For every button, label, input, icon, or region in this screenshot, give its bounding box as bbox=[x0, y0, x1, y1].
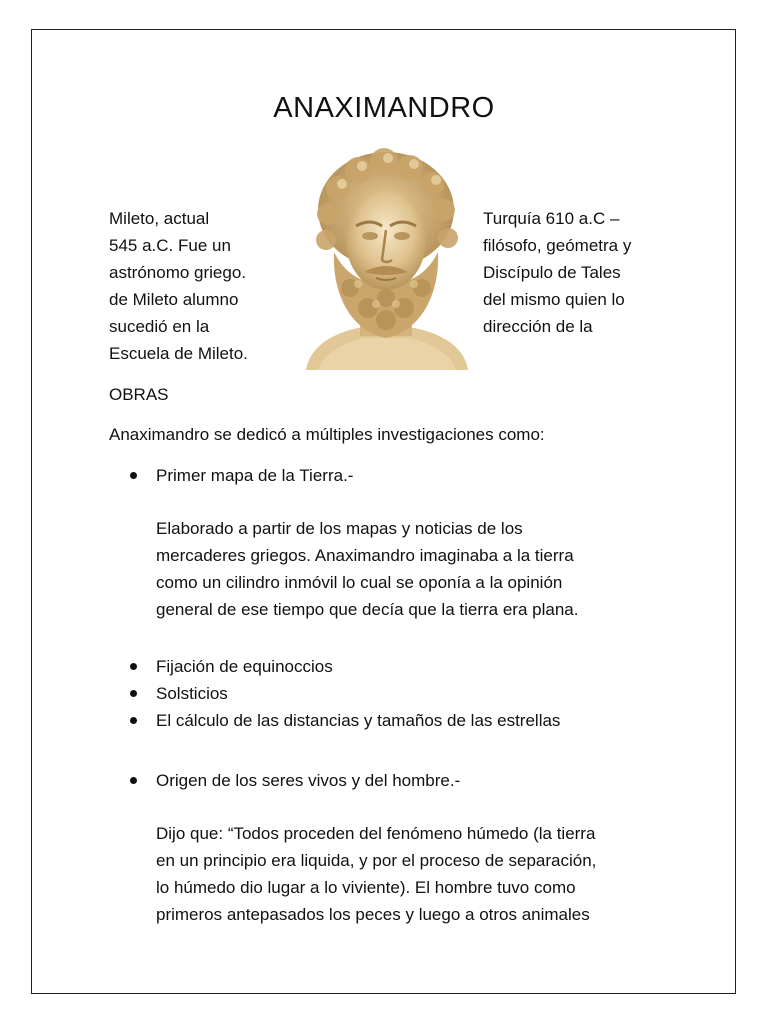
bullet-item-1: Primer mapa de la Tierra.- bbox=[156, 466, 354, 485]
bullet1-detail-line-1: Elaborado a partir de los mapas y noticias de los bbox=[156, 519, 523, 538]
intro-left-line-1: Mileto, actual bbox=[109, 209, 210, 228]
bullet-dot bbox=[130, 663, 137, 670]
bullet5-detail-line-1: Dijo que: “Todos proceden del fenómeno húmedo (la tierra bbox=[156, 824, 596, 843]
bullet1-detail-line-4: general de ese tiempo que decía que la tierra era plana. bbox=[156, 600, 579, 619]
bullet-item-2: Fijación de equinoccios bbox=[156, 657, 333, 676]
intro-left-line-4: de Mileto alumno bbox=[109, 290, 239, 309]
intro-right-line-1: Turquía 610 a.C – bbox=[483, 209, 620, 228]
intro-left-line-3: astrónomo griego. bbox=[109, 263, 247, 282]
bullet-item-5: Origen de los seres vivos y del hombre.- bbox=[156, 771, 461, 790]
intro-left-line-5: sucedió en la bbox=[109, 317, 210, 336]
bullet-dot bbox=[130, 690, 137, 697]
greek-philosopher-bust-icon bbox=[298, 148, 474, 370]
intro-right-line-5: dirección de la bbox=[483, 317, 593, 336]
bullet-item-3: Solsticios bbox=[156, 684, 228, 703]
bullet-item-4: El cálculo de las distancias y tamaños de las estrellas bbox=[156, 711, 561, 730]
bullet-dot bbox=[130, 777, 137, 784]
bullet5-detail-line-2: en un principio era liquida, y por el proceso de separación, bbox=[156, 851, 597, 870]
intro-right-line-4: del mismo quien lo bbox=[483, 290, 625, 309]
lead-paragraph: Anaximandro se dedicó a múltiples investigaciones como: bbox=[109, 425, 545, 444]
intro-left-line-2: 545 a.C. Fue un bbox=[109, 236, 231, 255]
intro-right-line-3: Discípulo de Tales bbox=[483, 263, 621, 282]
section-heading: OBRAS bbox=[109, 385, 169, 404]
intro-right-line-2: filósofo, geómetra y bbox=[483, 236, 632, 255]
bullet-dot bbox=[130, 717, 137, 724]
bullet5-detail-line-4: primeros antepasados los peces y luego a otros animales bbox=[156, 905, 590, 924]
intro-left-line-6: Escuela de Mileto. bbox=[109, 344, 248, 363]
document-title: ANAXIMANDRO bbox=[273, 92, 495, 124]
bullet1-detail-line-2: mercaderes griegos. Anaximandro imaginaba a la tierra bbox=[156, 546, 574, 565]
bullet5-detail-line-3: lo húmedo dio lugar a lo viviente). El hombre tuvo como bbox=[156, 878, 576, 897]
bullet1-detail-line-3: como un cilindro inmóvil lo cual se oponía a la opinión bbox=[156, 573, 563, 592]
bullet-dot bbox=[130, 472, 137, 479]
